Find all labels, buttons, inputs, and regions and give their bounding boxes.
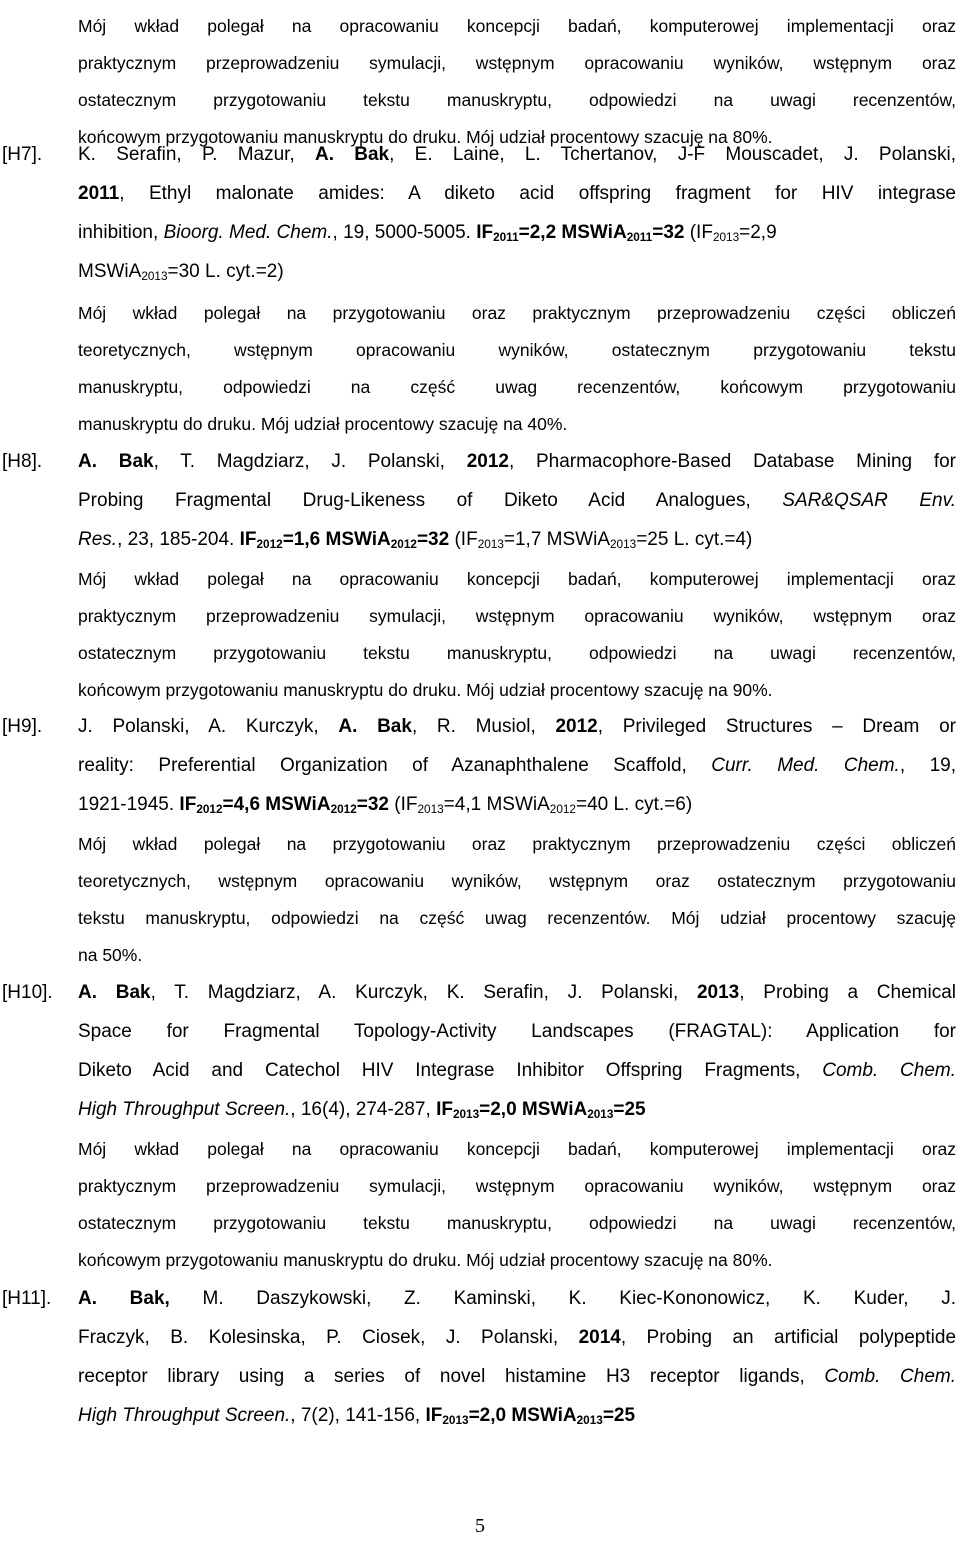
reference-line: reality: Preferential Organization of Azanaphthalene Scaffold, Curr. Med. Chem., 19, — [78, 755, 956, 776]
desc-line: praktycznym przeprowadzeniu symulacji, wstępnym opracowaniu wyników, wstępnym oraz — [78, 53, 956, 73]
reference-line: A. Bak, T. Magdziarz, A. Kurczyk, K. Serafin, J. Polanski, 2013, Probing a Chemical — [78, 982, 956, 1003]
desc-line: Mój wkład polegał na opracowaniu koncepcji badań, komputerowej implementacji oraz — [78, 1139, 956, 1159]
entry-label: [H9]. — [2, 716, 43, 737]
entry-label: [H8]. — [2, 451, 43, 472]
desc-line: manuskryptu, odpowiedzi na część uwag recenzentów, końcowym przygotowaniu — [78, 377, 956, 397]
reference-h7 — [78, 135, 956, 291]
page-number: 5 — [475, 1515, 485, 1537]
reference-line: inhibition, Bioorg. Med. Chem., 19, 5000-5005. $IF_{2011}=2,2$ MSWiA$_{2011}$=32 ($IF_{2013}=2,9$ — [78, 222, 777, 244]
desc-line: praktycznym przeprowadzeniu symulacji, wstępnym opracowaniu wyników, wstępnym oraz — [78, 606, 956, 626]
reference-line: Diketo Acid and Catechol HIV Integrase Inhibitor Offspring Fragments, Comb. Chem. — [78, 1060, 956, 1081]
desc-line: końcowym przygotowaniu manuskryptu do druku. Mój udział procentowy szacuję na 80%. — [78, 127, 773, 147]
reference-line: High Throughput Screen., 16(4), 274-287, $IF_{2013}=2,0$ MSWiA$_{2013}$=25 — [78, 1099, 646, 1121]
reference-line: J. Polanski, A. Kurczyk, A. Bak, R. Musiol, 2012, Privileged Structures – Dream or — [78, 716, 956, 737]
reference-h10 — [78, 973, 956, 1129]
desc-line: Mój wkład polegał na opracowaniu koncepcji badań, komputerowej implementacji oraz — [78, 16, 956, 36]
desc-line: końcowym przygotowaniu manuskryptu do druku. Mój udział procentowy szacuję na 80%. — [78, 1250, 773, 1270]
entry-label: [H7]. — [2, 144, 43, 165]
reference-line: Space for Fragmental Topology-Activity Landscapes (FRAGTAL): Application for — [78, 1021, 956, 1042]
reference-line: A. Bak, T. Magdziarz, J. Polanski, 2012, Pharmacophore-Based Database Mining for — [78, 451, 956, 472]
desc-line: tekstu manuskryptu, odpowiedzi na część uwag recenzentów. Mój udział procentowy szacuję — [78, 908, 956, 928]
description-h10 — [78, 1131, 956, 1279]
desc-line: Mój wkład polegał na przygotowaniu oraz praktycznym przeprowadzeniu części obliczeń — [78, 834, 956, 854]
entry-label: [H11]. — [2, 1288, 52, 1309]
reference-line: A. Bak, M. Daszykowski, Z. Kaminski, K. Kiec-Kononowicz, K. Kuder, J. — [78, 1288, 956, 1309]
reference-line: K. Serafin, P. Mazur, A. Bak, E. Laine, L. Tchertanov, J-F Mouscadet, J. Polanski, — [78, 144, 956, 165]
reference-line: receptor library using a series of novel histamine H3 receptor ligands, Comb. Chem. — [78, 1366, 956, 1387]
desc-line: teoretycznych, wstępnym opracowaniu wyników, wstępnym oraz ostatecznym przygotowaniu — [78, 871, 956, 891]
desc-line: ostatecznym przygotowaniu tekstu manuskryptu, odpowiedzi na uwagi recenzentów, — [78, 90, 956, 110]
reference-line: 2011, Ethyl malonate amides: A diketo acid offspring fragment for HIV integrase — [78, 183, 956, 204]
reference-h11 — [78, 1279, 956, 1435]
desc-line: Mój wkład polegał na opracowaniu koncepcji badań, komputerowej implementacji oraz — [78, 569, 956, 589]
reference-h8 — [78, 442, 956, 559]
description-h7 — [78, 295, 956, 443]
description-h9 — [78, 826, 956, 974]
desc-line: teoretycznych, wstępnym opracowaniu wyników, ostatecznym przygotowaniu tekstu — [78, 340, 956, 360]
desc-line: manuskryptu do druku. Mój udział procentowy szacuję na 40%. — [78, 414, 568, 434]
reference-line: MSWiA$_{2013}$=30 L. cyt.=2) — [78, 261, 284, 283]
reference-line: Fraczyk, B. Kolesinska, P. Ciosek, J. Polanski, 2014, Probing an artificial polypeptide — [78, 1327, 956, 1348]
desc-line: praktycznym przeprowadzeniu symulacji, wstępnym opracowaniu wyników, wstępnym oraz — [78, 1176, 956, 1196]
entry-label: [H10]. — [2, 982, 53, 1003]
reference-line: High Throughput Screen., 7(2), 141-156, $IF_{2013}=2,0$ MSWiA$_{2013}$=25 — [78, 1405, 636, 1427]
intro-paragraph — [78, 8, 956, 156]
desc-line: na 50%. — [78, 945, 143, 965]
desc-line: końcowym przygotowaniu manuskryptu do druku. Mój udział procentowy szacuję na 90%. — [78, 680, 773, 700]
reference-line: Probing Fragmental Drug-Likeness of Diketo Acid Analogues, SAR&QSAR Env. — [78, 490, 956, 511]
desc-line: ostatecznym przygotowaniu tekstu manuskryptu, odpowiedzi na uwagi recenzentów, — [78, 1213, 956, 1233]
reference-line: Res., 23, 185-204. $IF_{2012}=1,6$ MSWiA$_{2012}$=32 ($IF_{2013}=1,7$ MSWiA$_{2013}$=25 L. cyt.=4) — [78, 529, 753, 551]
reference-h9 — [78, 707, 956, 824]
description-h8 — [78, 561, 956, 709]
reference-line: 1921-1945. $IF_{2012}=4,6$ MSWiA$_{2012}$=32 ($IF_{2013}=4,1$ MSWiA$_{2012}$=40 L. cyt.=6) — [78, 794, 693, 816]
desc-line: ostatecznym przygotowaniu tekstu manuskryptu, odpowiedzi na uwagi recenzentów, — [78, 643, 956, 663]
desc-line: Mój wkład polegał na przygotowaniu oraz praktycznym przeprowadzeniu części obliczeń — [78, 303, 956, 323]
